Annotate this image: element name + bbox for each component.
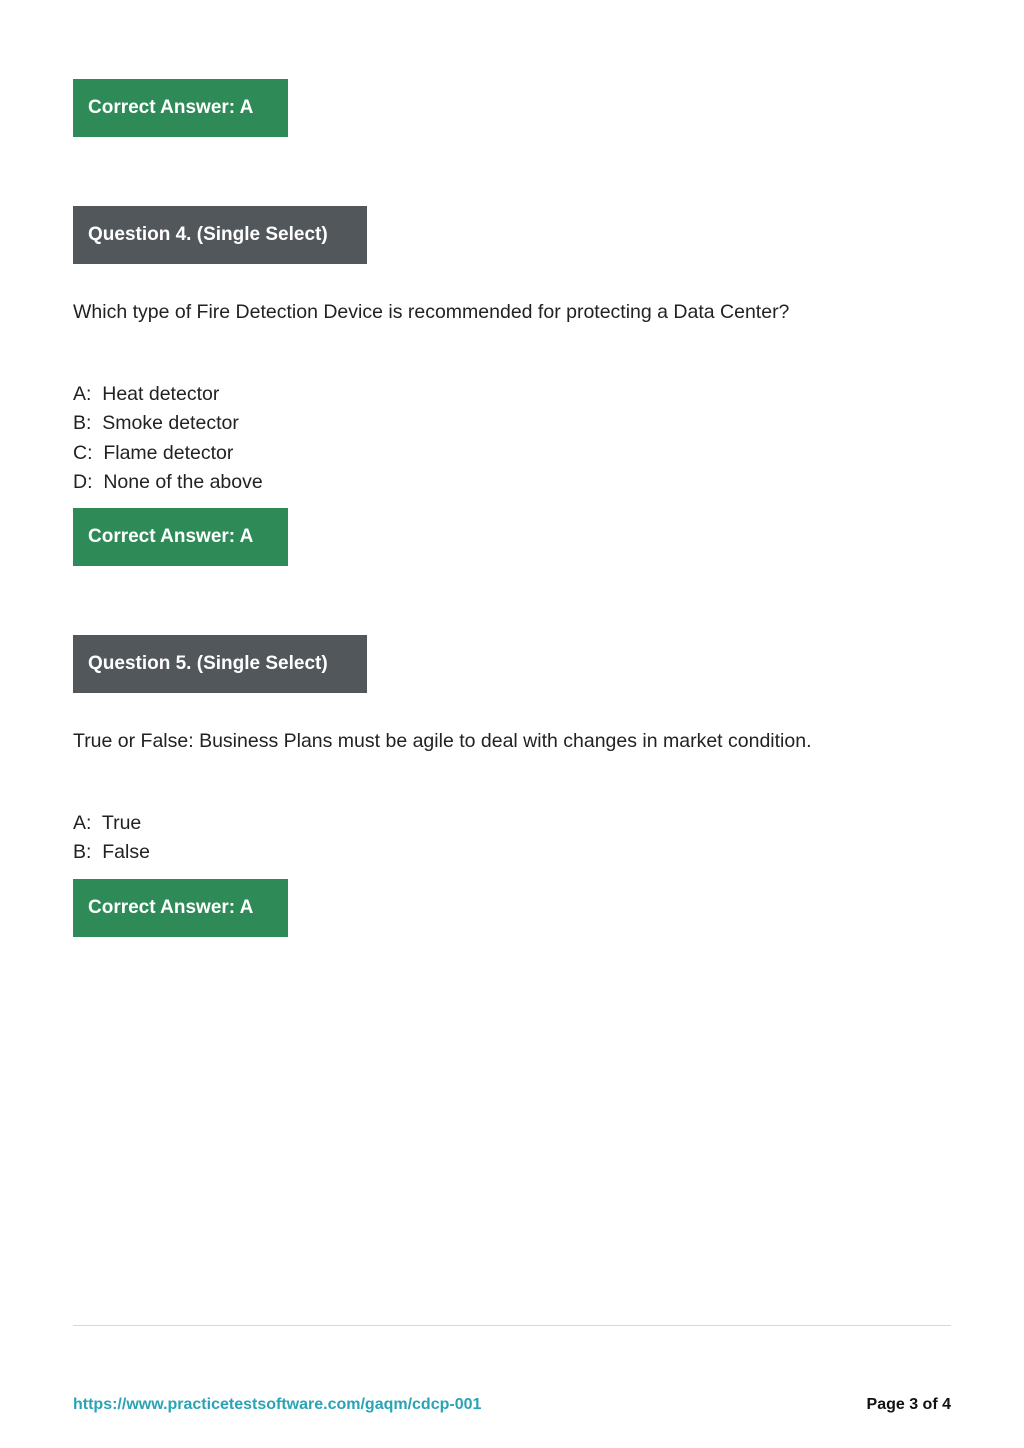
page-number: Page 3 of 4 [866,1396,951,1413]
correct-answer-badge-q5: Correct Answer: A [73,879,288,937]
correct-answer-badge-q3: Correct Answer: A [73,79,288,137]
question-4-text: Which type of Fire Detection Device is recommended for protecting a Data Center? [73,301,790,323]
question-5-option-a: A: True [73,812,142,834]
question-4-option-a: A: Heat detector [73,383,220,405]
question-5-options [73,809,150,868]
question-5-header: Question 5. (Single Select) [73,635,367,693]
footer-divider [73,1325,951,1326]
correct-answer-badge-q4: Correct Answer: A [73,508,288,566]
question-5-text: True or False: Business Plans must be agile to deal with changes in market condition. [73,730,812,752]
question-4-option-b: B: Smoke detector [73,412,239,435]
question-4-options [73,380,263,497]
question-4-option-c: C: Flame detector [73,441,234,464]
footer-url-link[interactable]: https://www.practicetestsoftware.com/gaqm/cdcp-001 [73,1396,482,1413]
question-5-option-b: B: False [73,841,150,864]
question-4-option-d: D: None of the above [73,470,263,493]
question-4-header: Question 4. (Single Select) [73,206,367,264]
